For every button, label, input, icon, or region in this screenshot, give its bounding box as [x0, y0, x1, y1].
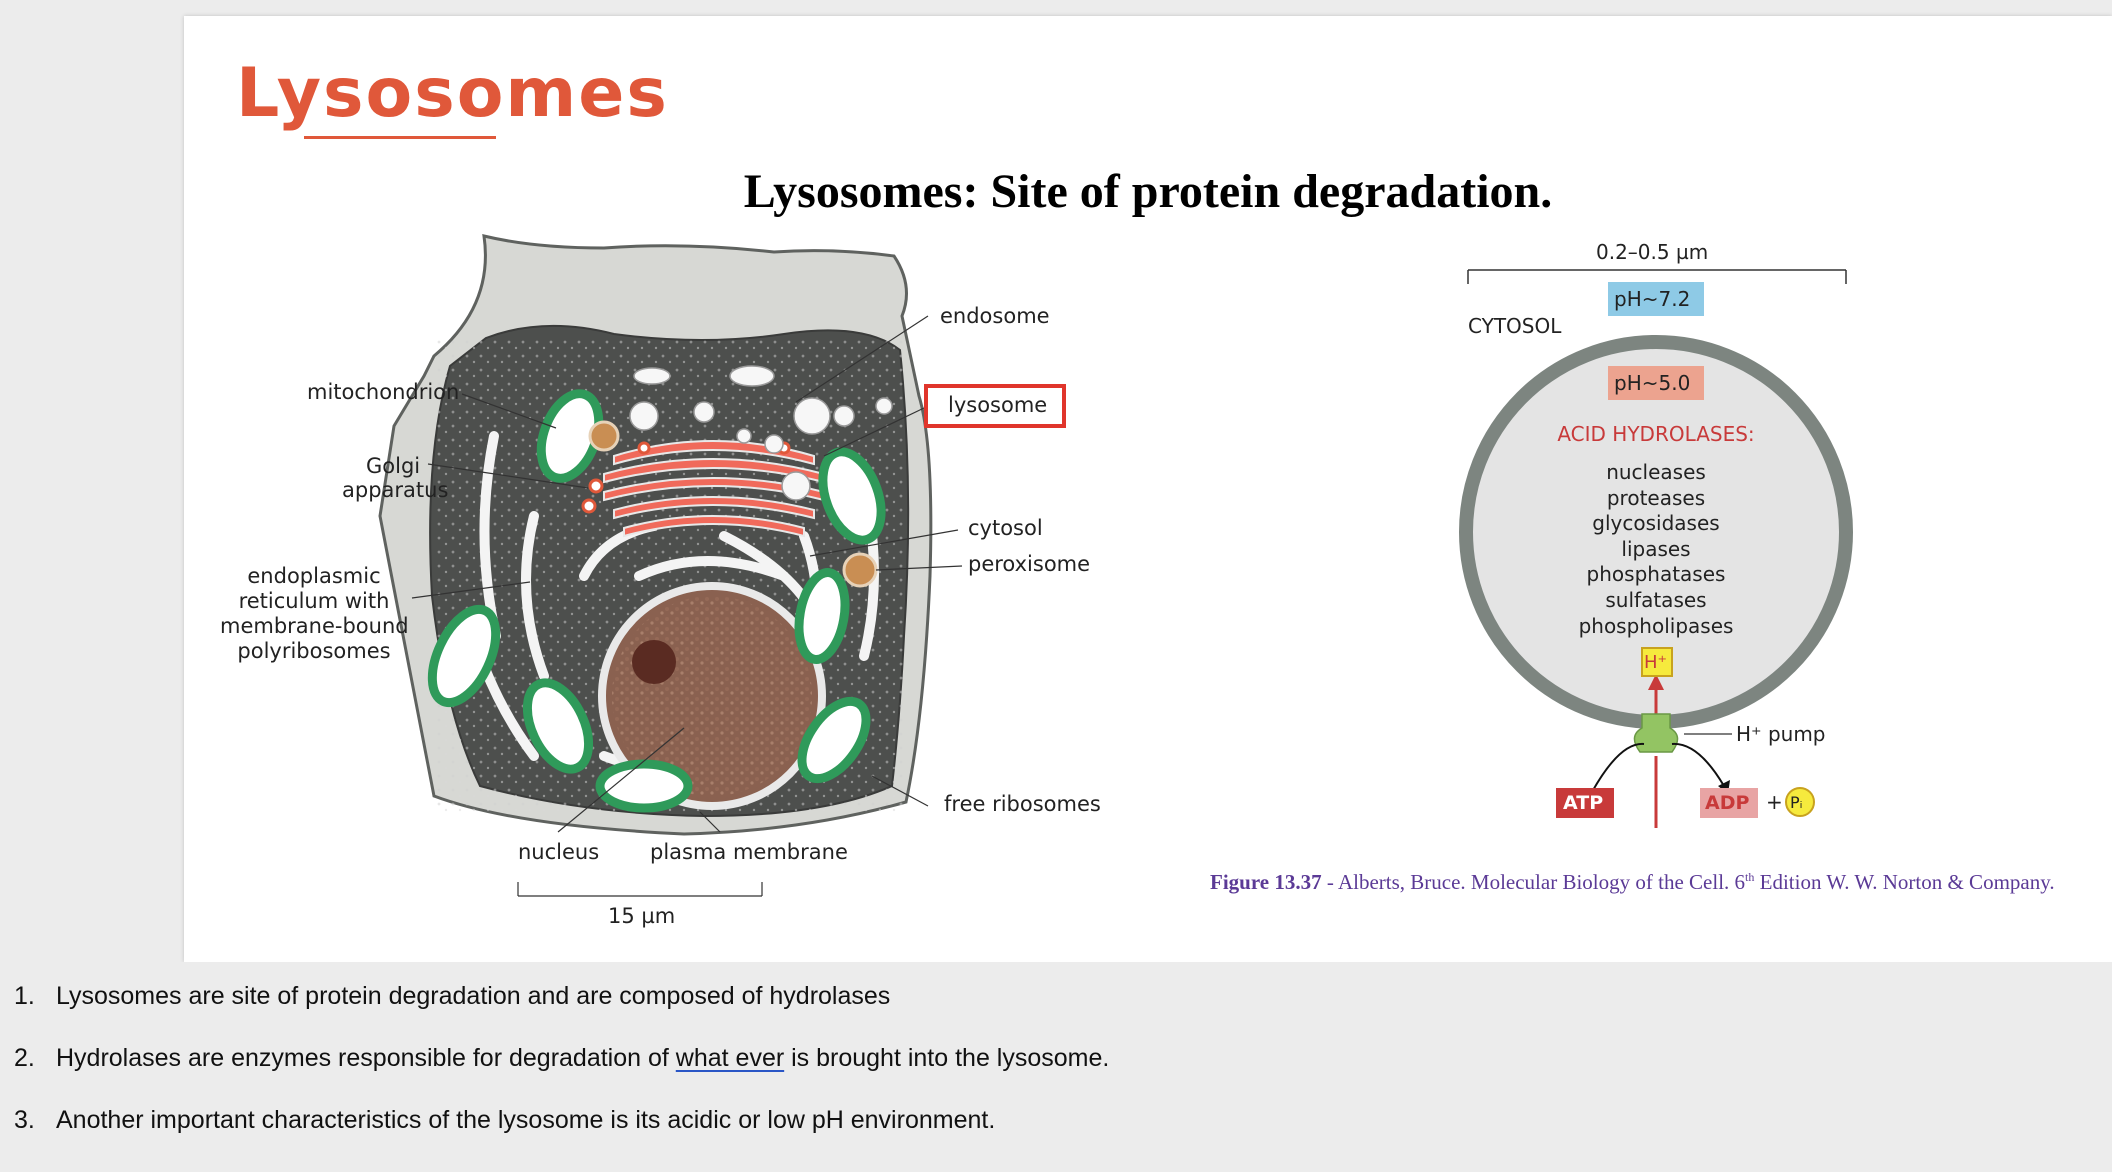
label-cytosol: cytosol — [968, 516, 1043, 540]
hydrolase-item: proteases — [1606, 485, 1706, 510]
acid-hydrolases-title: ACID HYDROLASES: — [1557, 422, 1755, 446]
label-er-1: endoplasmic — [247, 564, 381, 588]
note-text: is brought into the lysosome. — [784, 1044, 1110, 1072]
hydrolase-item: sulfatases — [1605, 587, 1707, 612]
hydrolase-item: nucleases — [1606, 460, 1706, 484]
label-scale: 15 µm — [608, 904, 676, 928]
note-number: 2. — [14, 1044, 35, 1072]
label-plasma-membrane: plasma membrane — [650, 840, 848, 864]
caption-sup: th — [1745, 870, 1755, 884]
label-er-3: membrane-bound — [220, 614, 409, 638]
main-heading: Lysosomes: Site of protein degradation. — [743, 165, 1553, 218]
lysosome-size: 0.2–0.5 µm — [1596, 240, 1709, 264]
speaker-notes[interactable] — [0, 962, 2112, 1172]
label-mitochondrion: mitochondrion — [307, 380, 460, 404]
label-er-2: reticulum with — [238, 589, 390, 613]
label-endosome: endosome — [940, 304, 1050, 328]
label-lysosome: lysosome — [948, 393, 1048, 417]
hydrolase-list — [1486, 460, 1826, 639]
h-pump-label: H⁺ pump — [1736, 722, 1826, 746]
caption-text2: Edition W. W. Norton & Company. — [1754, 870, 2055, 894]
hydrolase-item: phospholipases — [1578, 613, 1734, 638]
hydrolase-item: phosphatases — [1586, 562, 1726, 587]
note-text: Hydrolases are enzymes responsible for degradation of — [56, 1044, 676, 1072]
ph-inside-text: pH~5.0 — [1614, 371, 1691, 395]
caption-text: - Alberts, Bruce. Molecular Biology of the Cell. 6 — [1321, 870, 1746, 894]
hydrolase-item: glycosidases — [1592, 511, 1720, 536]
slide — [184, 16, 2112, 962]
note-number: 3. — [14, 1106, 35, 1134]
adp-label: ADP — [1705, 792, 1750, 814]
h-plus-label: H⁺ — [1644, 652, 1668, 673]
label-golgi-1: Golgi — [366, 454, 421, 478]
note-number: 1. — [14, 982, 35, 1010]
cytosol-label: CYTOSOL — [1468, 314, 1562, 338]
label-golgi-2: apparatus — [342, 478, 449, 502]
ph-outside-text: pH~7.2 — [1614, 287, 1691, 311]
note-underlined-text[interactable]: what ever — [675, 1044, 785, 1072]
label-er-4: polyribosomes — [237, 639, 391, 663]
figure-caption — [1210, 870, 2055, 895]
note-text: Another important characteristics of the lysosome is its acidic or low pH environment. — [56, 1106, 996, 1134]
slide-title: Lysosomes — [236, 54, 669, 133]
label-free-ribosomes: free ribosomes — [944, 792, 1101, 816]
label-nucleus: nucleus — [518, 840, 600, 864]
plus-label: + — [1766, 790, 1783, 814]
pi-label: Pᵢ — [1790, 793, 1803, 812]
note-item-1 — [14, 982, 890, 1011]
note-item-3 — [14, 1106, 995, 1135]
caption-figure: Figure 13.37 — [1210, 870, 1322, 894]
atp-label: ATP — [1563, 792, 1604, 814]
hydrolase-item: lipases — [1621, 536, 1691, 561]
label-peroxisome: peroxisome — [968, 552, 1091, 576]
note-text: Lysosomes are site of protein degradation and are composed of hydrolases — [56, 982, 891, 1010]
note-item-2 — [14, 1044, 1109, 1073]
